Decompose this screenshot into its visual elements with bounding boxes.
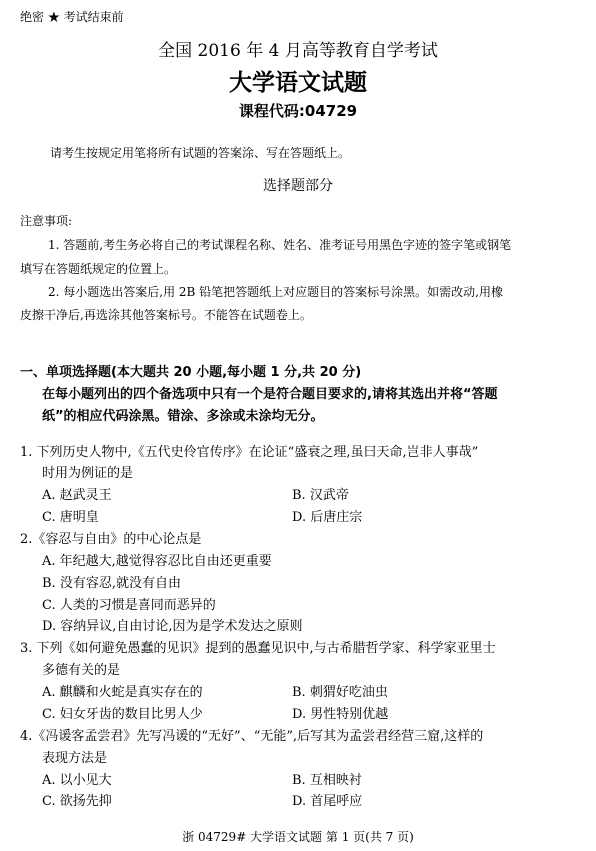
answer-instruction: 请考生按规定用笔将所有试题的答案涂、写在答题纸上。	[50, 146, 351, 160]
section-title: 选择题部分	[263, 178, 333, 194]
note-1-line-2: 填写在答题纸规定的位置上。	[20, 262, 177, 276]
note-1-line-1: 1. 答题前,考生务必将自己的考试课程名称、姓名、准考证号用黑色字迹的签字笔或钢笔	[48, 238, 512, 252]
question-3-stem: 3. 下列《如何避免愚蠢的见识》提到的愚蠢见识中,与古希腊哲学家、科学家亚里士	[20, 641, 496, 656]
course-code: 课程代码:04729	[238, 102, 358, 120]
question-1-stem: 1. 下列历史人物中,《五代史伶官传序》在论证“盛衰之理,虽曰天命,岂非人事哉”	[20, 445, 479, 460]
question-4-stem-cont: 表现方法是	[42, 751, 108, 766]
note-2-line-2: 皮擦干净后,再选涂其他答案标号。不能答在试题卷上。	[20, 308, 312, 322]
question-2-option-b: B. 没有容忍,就没有自由	[42, 576, 181, 591]
secrecy-label: 绝密 ★ 考试结束前	[20, 10, 124, 24]
question-2-stem: 2.《容忍与自由》的中心论点是	[20, 532, 202, 547]
exam-title: 全国 2016 年 4 月高等教育自学考试	[158, 41, 438, 61]
question-2-option-a: A. 年纪越大,越觉得容忍比自由还更重要	[42, 554, 272, 569]
question-1-option-b: B. 汉武帝	[292, 488, 349, 503]
question-3-option-c: C. 妇女牙齿的数目比男人少	[42, 707, 203, 722]
part-1-desc-line-1: 在每小题列出的四个备选项中只有一个是符合题目要求的,请将其选出并将“答题	[42, 387, 498, 402]
question-2-option-c: C. 人类的习惯是喜同而恶异的	[42, 598, 216, 613]
question-1-option-a: A. 赵武灵王	[42, 488, 112, 503]
question-4-option-b: B. 互相映衬	[292, 773, 362, 788]
page-footer: 浙 04729# 大学语文试题 第 1 页(共 7 页)	[182, 830, 414, 844]
part-1-desc-line-2: 纸”的相应代码涂黑。错涂、多涂或未涂均无分。	[42, 409, 324, 424]
question-3-option-a: A. 麒麟和火蛇是真实存在的	[42, 685, 203, 700]
question-4-option-d: D. 首尾呼应	[292, 794, 363, 809]
question-3-option-d: D. 男性特别优越	[292, 707, 389, 722]
note-2-line-1: 2. 每小题选出答案后,用 2B 铅笔把答题纸上对应题目的答案标号涂黑。如需改动,用橡	[48, 285, 503, 299]
question-1-option-d: D. 后唐庄宗	[292, 510, 363, 525]
question-3-stem-cont: 多德有关的是	[42, 663, 121, 678]
part-1-heading: 一、单项选择题(本大题共 20 小题,每小题 1 分,共 20 分)	[20, 365, 362, 380]
question-1-option-c: C. 唐明皇	[42, 510, 99, 525]
question-4-stem: 4.《冯谖客孟尝君》先写冯谖的“无好”、“无能”,后写其为孟尝君经营三窟,这样的	[20, 729, 484, 744]
paper-title: 大学语文试题	[229, 70, 367, 96]
question-4-option-a: A. 以小见大	[42, 773, 112, 788]
question-1-stem-cont: 时用为例证的是	[42, 466, 134, 481]
question-3-option-b: B. 刺猬好吃油虫	[292, 685, 388, 700]
question-2-option-d: D. 容纳异议,自由讨论,因为是学术发达之原则	[42, 619, 303, 634]
notes-heading: 注意事项:	[20, 214, 73, 228]
question-4-option-c: C. 欲扬先抑	[42, 794, 112, 809]
